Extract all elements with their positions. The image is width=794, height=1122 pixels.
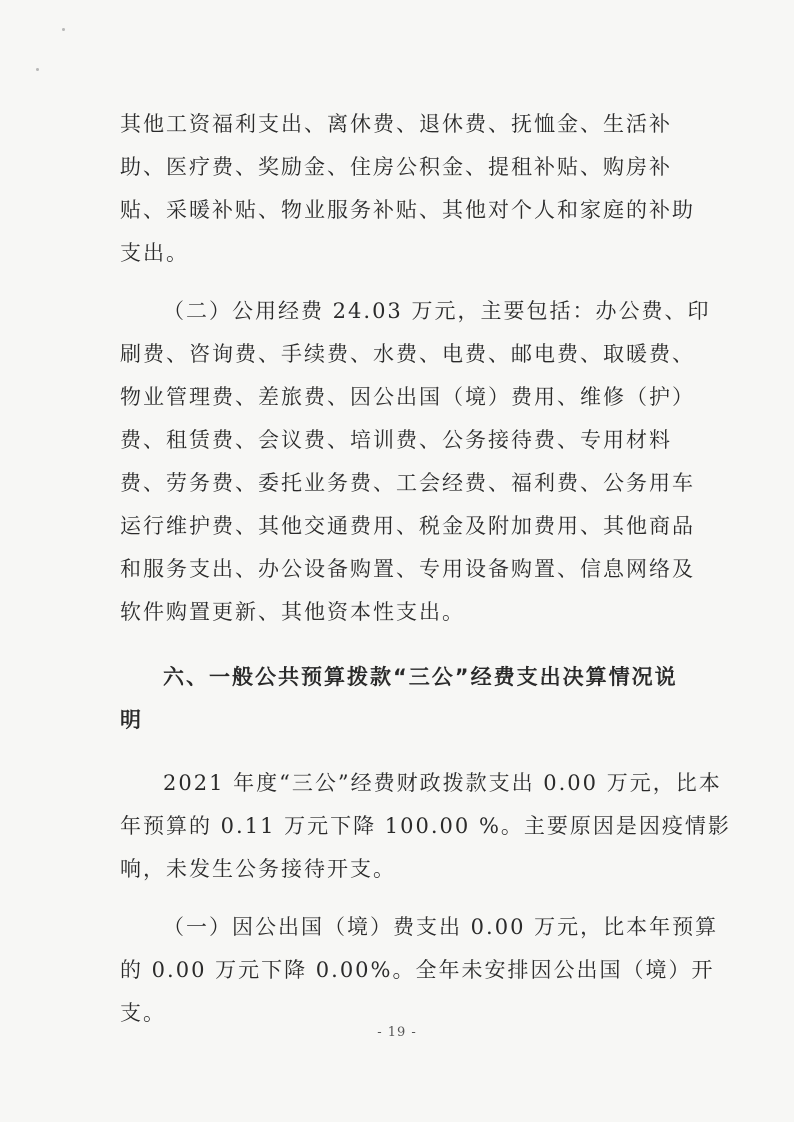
scan-speck <box>62 28 65 31</box>
body-text-line: 其他工资福利支出、离休费、退休费、抚恤金、生活补 <box>120 112 672 136</box>
body-text-line: 支。 <box>120 1001 166 1025</box>
body-text-line: 费、劳务费、委托业务费、工会经费、福利费、公务用车 <box>120 471 695 495</box>
body-text-line: 的 0.00 万元下降 0.00%。全年未安排因公出国（境）开 <box>120 958 715 982</box>
body-text-line: 响，未发生公务接待开支。 <box>120 857 396 881</box>
body-text-line: （二）公用经费 24.03 万元，主要包括：办公费、印 <box>163 299 711 323</box>
body-text-line: 贴、采暖补贴、物业服务补贴、其他对个人和家庭的补助 <box>120 198 695 222</box>
page-number: - 19 - <box>377 1025 417 1040</box>
section-heading: 六、一般公共预算拨款“三公”经费支出决算情况说 <box>163 665 678 689</box>
body-text-line: 支出。 <box>120 241 189 265</box>
body-text-line: 刷费、咨询费、手续费、水费、电费、邮电费、取暖费、 <box>120 342 695 366</box>
body-text-line: 物业管理费、差旅费、因公出国（境）费用、维修（护） <box>120 385 695 409</box>
body-text-line: 软件购置更新、其他资本性支出。 <box>120 600 465 624</box>
body-text-line: 运行维护费、其他交通费用、税金及附加费用、其他商品 <box>120 514 695 538</box>
body-text-line: 费、租赁费、会议费、培训费、公务接待费、专用材料 <box>120 428 672 452</box>
body-text-line: 和服务支出、办公设备购置、专用设备购置、信息网络及 <box>120 557 695 581</box>
body-text-line: 2021 年度“三公”经费财政拨款支出 0.00 万元，比本 <box>163 771 722 795</box>
section-heading: 明 <box>120 708 143 732</box>
body-text-line: 助、医疗费、奖励金、住房公积金、提租补贴、购房补 <box>120 155 672 179</box>
scan-speck <box>36 68 39 71</box>
body-text-line: 年预算的 0.11 万元下降 100.00 %。主要原因是因疫情影 <box>120 814 731 838</box>
body-text-line: （一）因公出国（境）费支出 0.00 万元，比本年预算 <box>163 915 719 939</box>
